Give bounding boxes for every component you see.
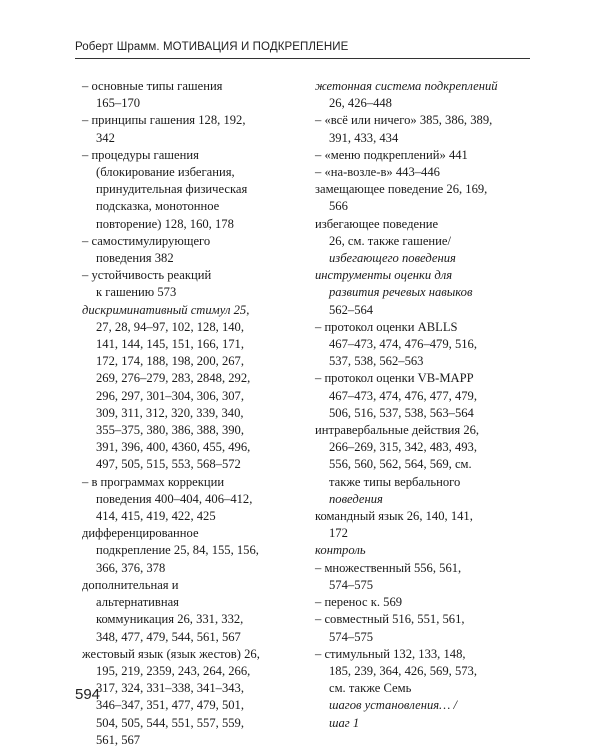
page-number: 594 bbox=[75, 686, 101, 703]
index-line: подсказка, монотонное bbox=[96, 199, 220, 214]
index-line: – основные типы гашения bbox=[82, 79, 223, 93]
index-line: повторение) 128, 160, 178 bbox=[96, 216, 234, 231]
index-line: избегающего поведения bbox=[329, 251, 456, 266]
index-line: 296, 297, 301–304, 306, 307, bbox=[96, 388, 244, 403]
index-line: 566 bbox=[329, 199, 348, 214]
index-line: интравербальные действия 26, bbox=[315, 423, 480, 438]
index-line: 497, 505, 515, 553, 568–572 bbox=[96, 457, 241, 472]
index-line: 185, 239, 364, 426, 569, 573, bbox=[329, 663, 477, 678]
index-line: – множественный 556, 561, bbox=[315, 560, 462, 575]
index-line: 309, 311, 312, 320, 339, 340, bbox=[96, 405, 244, 420]
index-line: поведения 382 bbox=[96, 251, 174, 266]
index-line: к гашению 573 bbox=[96, 285, 177, 300]
index-line: 269, 276–279, 283, 2848, 292, bbox=[96, 371, 251, 386]
index-line: 556, 560, 562, 564, 569, см. bbox=[329, 457, 472, 472]
index-line: 504, 505, 544, 551, 557, 559, bbox=[96, 715, 244, 730]
index-line: подкрепление 25, 84, 155, 156, bbox=[96, 543, 259, 558]
index-line: дискриминативный стимул 25, bbox=[82, 302, 250, 317]
index-line: 366, 376, 378 bbox=[96, 560, 166, 575]
index-line: коммуникация 26, 331, 332, bbox=[96, 612, 244, 627]
index-line: 26, 426–448 bbox=[329, 96, 392, 111]
index-line: замещающее поведение 26, 169, bbox=[315, 182, 488, 197]
index-line: – «всё или ничего» 385, 386, 389, bbox=[315, 113, 493, 128]
index-line: 165–170 bbox=[96, 96, 141, 111]
index-line: поведения bbox=[329, 491, 383, 506]
index-line: (блокирование избегания, bbox=[96, 165, 235, 180]
index-line: 467–473, 474, 476–479, 516, bbox=[329, 337, 477, 352]
index-line: 346–347, 351, 477, 479, 501, bbox=[96, 698, 244, 713]
index-line: жетонная система подкреплений bbox=[315, 79, 498, 93]
index-line: – протокол оценки VB-MAPP bbox=[315, 371, 474, 386]
index-line: 467–473, 474, 476, 477, 479, bbox=[329, 388, 477, 403]
index-line: 342 bbox=[96, 130, 115, 145]
index-line: 391, 396, 400, 4360, 455, 496, bbox=[96, 440, 251, 455]
index-line: – «меню подкреплений» 441 bbox=[315, 147, 468, 162]
index-line: 562–564 bbox=[329, 302, 374, 317]
index-line: 561, 567 bbox=[96, 732, 141, 747]
index-line: инструменты оценки для bbox=[315, 268, 453, 283]
index-line: 574–575 bbox=[329, 577, 374, 592]
header-rule bbox=[75, 58, 530, 59]
index-line: 195, 219, 2359, 243, 264, 266, bbox=[96, 663, 251, 678]
index-line: 574–575 bbox=[329, 629, 374, 644]
index-line: – «на-возле-в» 443–446 bbox=[315, 165, 440, 180]
index-line: – процедуры гашения bbox=[82, 147, 199, 162]
index-line: 537, 538, 562–563 bbox=[329, 354, 424, 369]
index-line: – в программах коррекции bbox=[82, 474, 225, 489]
index-line: – перенос к. 569 bbox=[315, 595, 403, 610]
index-line: командный язык 26, 140, 141, bbox=[315, 509, 473, 524]
index-column-left bbox=[82, 78, 307, 749]
index-line: дифференцированное bbox=[82, 526, 199, 541]
index-line: 172 bbox=[329, 526, 348, 541]
index-line: – стимульный 132, 133, 148, bbox=[315, 646, 466, 661]
index-line: – протокол оценки ABLLS bbox=[315, 319, 458, 334]
index-line: также типы вербального bbox=[329, 474, 461, 489]
index-line: – совместный 516, 551, 561, bbox=[315, 612, 465, 627]
index-line: альтернативная bbox=[96, 595, 179, 610]
index-line: – принципы гашения 128, 192, bbox=[82, 113, 246, 128]
index-line: – устойчивость реакций bbox=[82, 268, 212, 283]
index-line: 355–375, 380, 386, 388, 390, bbox=[96, 423, 244, 438]
index-line: принудительная физическая bbox=[96, 182, 248, 197]
index-line: 172, 174, 188, 198, 200, 267, bbox=[96, 354, 244, 369]
index-line: жестовый язык (язык жестов) 26, bbox=[82, 646, 260, 661]
index-line: 26, см. также гашение/ bbox=[329, 233, 451, 248]
index-line: 141, 144, 145, 151, 166, 171, bbox=[96, 337, 244, 352]
index-line: 506, 516, 537, 538, 563–564 bbox=[329, 405, 474, 420]
index-line: 414, 415, 419, 422, 425 bbox=[96, 509, 216, 524]
index-column-right bbox=[315, 78, 525, 732]
running-header: Роберт Шрамм. МОТИВАЦИЯ И ПОДКРЕПЛЕНИЕ bbox=[75, 41, 349, 53]
index-line: см. также Семь bbox=[329, 681, 412, 696]
index-line: избегающее поведение bbox=[315, 216, 439, 231]
index-line: – самостимулирующего bbox=[82, 233, 211, 248]
index-line: шаг 1 bbox=[329, 715, 360, 730]
index-line: 266–269, 315, 342, 483, 493, bbox=[329, 440, 477, 455]
index-line: 317, 324, 331–338, 341–343, bbox=[96, 681, 244, 696]
index-line: развития речевых навыков bbox=[329, 285, 473, 300]
index-line: поведения 400–404, 406–412, bbox=[96, 491, 253, 506]
index-line: шагов установления… / bbox=[329, 698, 458, 713]
index-line: 391, 433, 434 bbox=[329, 130, 399, 145]
index-line: 348, 477, 479, 544, 561, 567 bbox=[96, 629, 241, 644]
index-line: 27, 28, 94–97, 102, 128, 140, bbox=[96, 319, 244, 334]
index-line: дополнительная и bbox=[82, 577, 179, 592]
index-line: контроль bbox=[315, 543, 366, 558]
